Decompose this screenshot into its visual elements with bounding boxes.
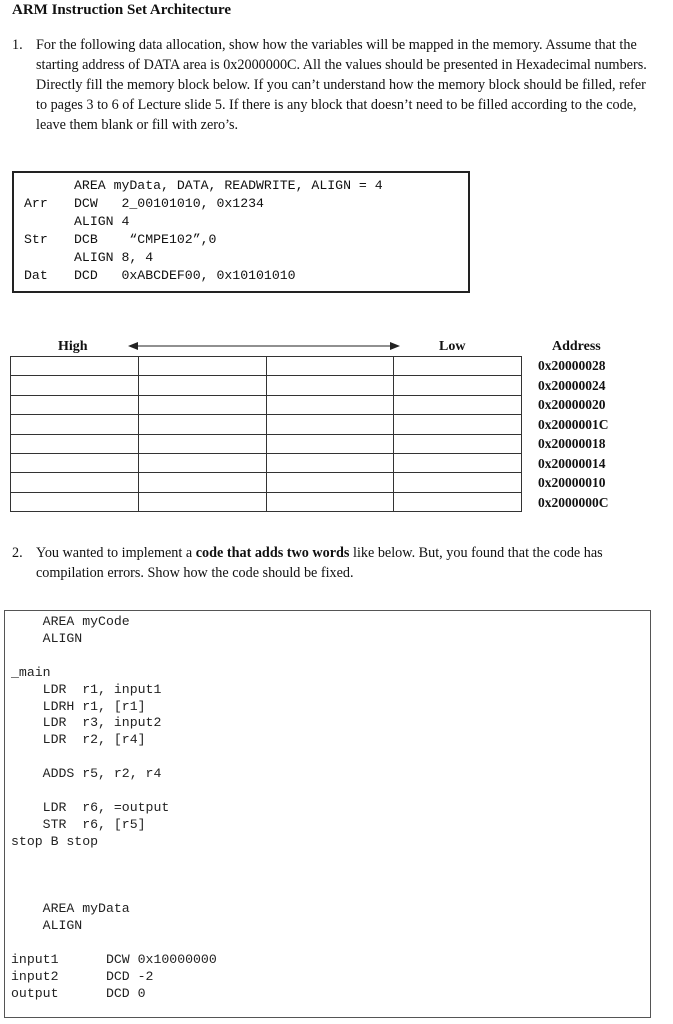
memory-byte-cell[interactable] [11, 492, 139, 511]
memory-row [11, 434, 522, 453]
high-low-arrow-icon [128, 340, 400, 352]
code1-line: DCW 2_00101010, 0x1234 [74, 196, 264, 211]
add-words-code-box [4, 610, 651, 1018]
memory-byte-cell[interactable] [394, 434, 522, 453]
memory-byte-cell[interactable] [11, 376, 139, 395]
memory-address: 0x20000024 [538, 377, 606, 393]
memory-byte-cell[interactable] [266, 415, 394, 434]
memory-byte-cell[interactable] [266, 357, 394, 376]
memory-address: 0x20000018 [538, 436, 606, 451]
code2-line: LDR r6, =output [11, 799, 170, 815]
memory-row [11, 357, 522, 376]
memory-address: 0x2000001C [538, 416, 609, 432]
code1-line: DCB “CMPE102”,0 [74, 232, 217, 247]
code2-line: output DCD 0 [11, 985, 146, 1001]
memory-row [11, 492, 522, 511]
code2-line: ALIGN [11, 630, 83, 646]
memory-byte-cell[interactable] [394, 473, 522, 492]
code2-line: _main [11, 664, 51, 680]
memory-row [11, 395, 522, 414]
memory-row [11, 415, 522, 434]
high-label: High [58, 339, 88, 354]
memory-byte-cell[interactable] [266, 473, 394, 492]
memory-address: 0x2000000C [538, 494, 609, 510]
memory-byte-cell[interactable] [138, 473, 266, 492]
memory-byte-cell[interactable] [138, 492, 266, 511]
memory-byte-cell[interactable] [394, 395, 522, 414]
memory-row [11, 376, 522, 395]
memory-byte-cell[interactable] [138, 357, 266, 376]
memory-byte-cell[interactable] [11, 473, 139, 492]
memory-block-table [10, 356, 522, 512]
code2-line: AREA myData [11, 901, 130, 917]
memory-address: 0x20000014 [538, 455, 606, 471]
memory-byte-cell[interactable] [11, 357, 139, 376]
code1-line: AREA myData, DATA, READWRITE, ALIGN = 4 [74, 178, 383, 193]
memory-byte-cell[interactable] [11, 434, 139, 453]
memory-byte-cell[interactable] [11, 395, 139, 414]
code1-label: Str [24, 232, 48, 247]
memory-byte-cell[interactable] [266, 376, 394, 395]
code2-line: input1 DCW 0x10000000 [11, 952, 217, 967]
code2-line: STR r6, [r5] [11, 816, 146, 832]
memory-byte-cell[interactable] [11, 453, 139, 472]
question-2 [12, 543, 652, 583]
code1-line: ALIGN 4 [74, 214, 130, 229]
memory-byte-cell[interactable] [138, 415, 266, 434]
question-2-number: 2. [12, 545, 23, 561]
memory-byte-cell[interactable] [266, 492, 394, 511]
memory-byte-cell[interactable] [394, 453, 522, 472]
memory-byte-cell[interactable] [266, 453, 394, 472]
question-1-text: For the following data allocation, show how the variables will be mapped in the memory. Assume that the starting address of DATA area is 0x2000000C. All the values should be presented in Hexadecimal numbers. Directly fill the memory block below. If you can’t understand how the memory block should be filled, refer to pages 3 to 6 of Lecture slide 5. If there is any block that doesn’t need to be filled according to the code, leave them blank or fill with zero’s. [36, 37, 647, 133]
memory-byte-cell[interactable] [138, 395, 266, 414]
memory-byte-cell[interactable] [394, 376, 522, 395]
address-header: Address [552, 339, 601, 354]
question-1 [12, 35, 652, 135]
memory-address: 0x20000010 [538, 475, 606, 490]
memory-byte-cell[interactable] [138, 434, 266, 453]
question-2-text: You wanted to implement a code that adds two words like below. But, you found that the code has compilation errors. Show how the code should be fixed. [36, 545, 603, 581]
data-allocation-code-box [12, 171, 470, 293]
code2-line: LDRH r1, [r1] [11, 698, 146, 714]
memory-byte-cell[interactable] [394, 492, 522, 511]
memory-byte-cell[interactable] [394, 415, 522, 434]
memory-row [11, 453, 522, 472]
memory-address: 0x20000028 [538, 358, 606, 373]
memory-byte-cell[interactable] [266, 395, 394, 414]
code1-line: ALIGN 8, 4 [74, 250, 154, 265]
memory-byte-cell[interactable] [138, 376, 266, 395]
code2-line: LDR r3, input2 [11, 715, 162, 731]
code1-label: Arr [24, 196, 48, 211]
memory-byte-cell[interactable] [394, 357, 522, 376]
memory-row [11, 473, 522, 492]
code2-line: stop B stop [11, 833, 99, 849]
code1-line: DCD 0xABCDEF00, 0x10101010 [74, 268, 296, 283]
page-title: ARM Instruction Set Architecture [12, 2, 231, 18]
code2-line: ALIGN [11, 918, 83, 934]
memory-byte-cell[interactable] [11, 415, 139, 434]
code1-label: Dat [24, 268, 48, 283]
code2-line: LDR r2, [r4] [11, 732, 146, 748]
question-1-number: 1. [12, 37, 23, 53]
memory-address: 0x20000020 [538, 397, 606, 412]
memory-byte-cell[interactable] [138, 453, 266, 472]
code2-line: AREA myCode [11, 614, 130, 629]
low-label: Low [439, 339, 466, 354]
code2-line: input2 DCD -2 [11, 968, 154, 984]
memory-byte-cell[interactable] [266, 434, 394, 453]
code2-line: ADDS r5, r2, r4 [11, 766, 162, 782]
code2-line: LDR r1, input1 [11, 681, 162, 697]
